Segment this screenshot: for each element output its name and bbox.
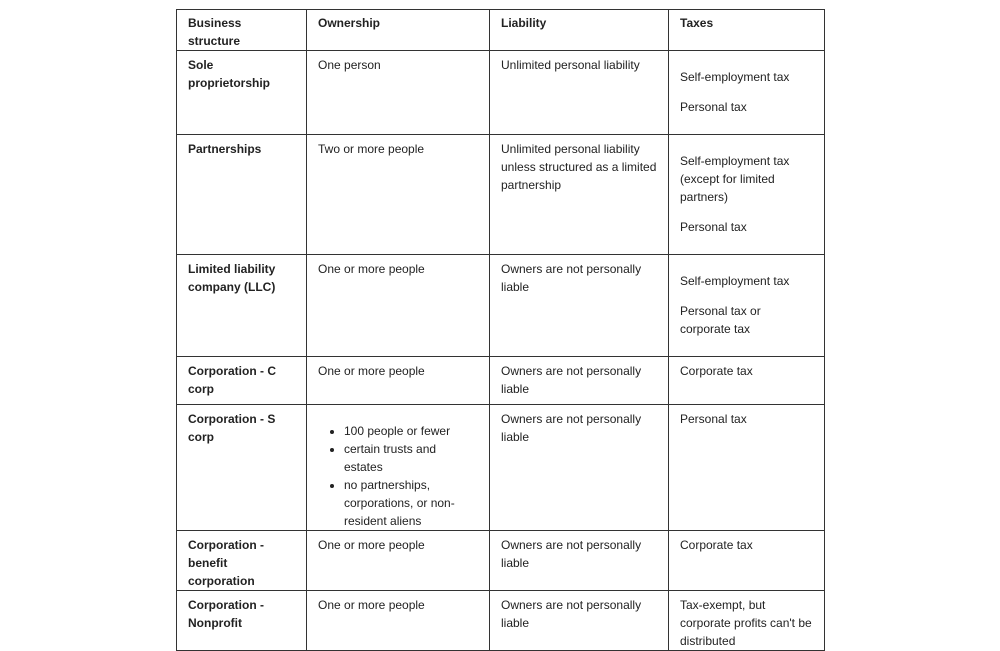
table-row (177, 51, 825, 135)
ownership-cell: One or more people (307, 255, 490, 357)
header-business-structure: Business structure (177, 10, 307, 51)
liability-cell: Owners are not personally liable (490, 405, 669, 531)
ownership-cell: One or more people (307, 357, 490, 405)
structure-cell: Partnerships (177, 135, 307, 255)
ownership-list (318, 422, 478, 530)
structure-cell: Corporation - benefit corporation (177, 531, 307, 591)
structure-cell: Corporation - S corp (177, 405, 307, 531)
liability-cell: Owners are not personally liable (490, 531, 669, 591)
tax-item: Corporate tax (680, 538, 753, 552)
taxes-cell (669, 405, 825, 531)
taxes-cell (669, 135, 825, 255)
header-liability: Liability (490, 10, 669, 51)
tax-item: Self-employment tax (680, 70, 790, 84)
tax-item: Personal tax (680, 100, 747, 114)
header-row (177, 10, 825, 51)
ownership-cell (307, 405, 490, 531)
ownership-list-item: • no partnerships, corporations, or non-resident aliens (344, 476, 478, 530)
table-row (177, 357, 825, 405)
ownership-cell: Two or more people (307, 135, 490, 255)
ownership-cell: One or more people (307, 531, 490, 591)
tax-item: Corporate tax (680, 364, 753, 378)
table-row (177, 531, 825, 591)
header-taxes: Taxes (669, 10, 825, 51)
tax-item: Personal tax (680, 220, 747, 234)
taxes-cell (669, 591, 825, 651)
structure-cell: Corporation - C corp (177, 357, 307, 405)
ownership-list-item: • 100 people or fewer (344, 422, 478, 440)
liability-cell: Unlimited personal liability (490, 51, 669, 135)
tax-item: Tax-exempt, but corporate profits can't be distributed (680, 598, 812, 648)
header-ownership: Ownership (307, 10, 490, 51)
table-row (177, 135, 825, 255)
ownership-cell: One or more people (307, 591, 490, 651)
liability-cell: Owners are not personally liable (490, 255, 669, 357)
taxes-cell (669, 255, 825, 357)
structure-cell: Limited liability company (LLC) (177, 255, 307, 357)
tax-item: Personal tax or corporate tax (680, 304, 761, 336)
liability-cell: Owners are not personally liable (490, 357, 669, 405)
taxes-cell (669, 531, 825, 591)
ownership-list-item: • certain trusts and estates (344, 440, 478, 476)
tax-item: Self-employment tax (except for limited partners) (680, 154, 790, 204)
tax-item: Self-employment tax (680, 274, 790, 288)
structure-cell: Sole proprietorship (177, 51, 307, 135)
liability-cell: Owners are not personally liable (490, 591, 669, 651)
structure-cell: Corporation - Nonprofit (177, 591, 307, 651)
taxes-cell (669, 357, 825, 405)
table-row (177, 405, 825, 531)
taxes-cell (669, 51, 825, 135)
table-row (177, 255, 825, 357)
tax-item: Personal tax (680, 412, 747, 426)
ownership-cell: One person (307, 51, 490, 135)
business-structure-table (176, 9, 825, 651)
table-row (177, 591, 825, 651)
liability-cell: Unlimited personal liability unless structured as a limited partnership (490, 135, 669, 255)
